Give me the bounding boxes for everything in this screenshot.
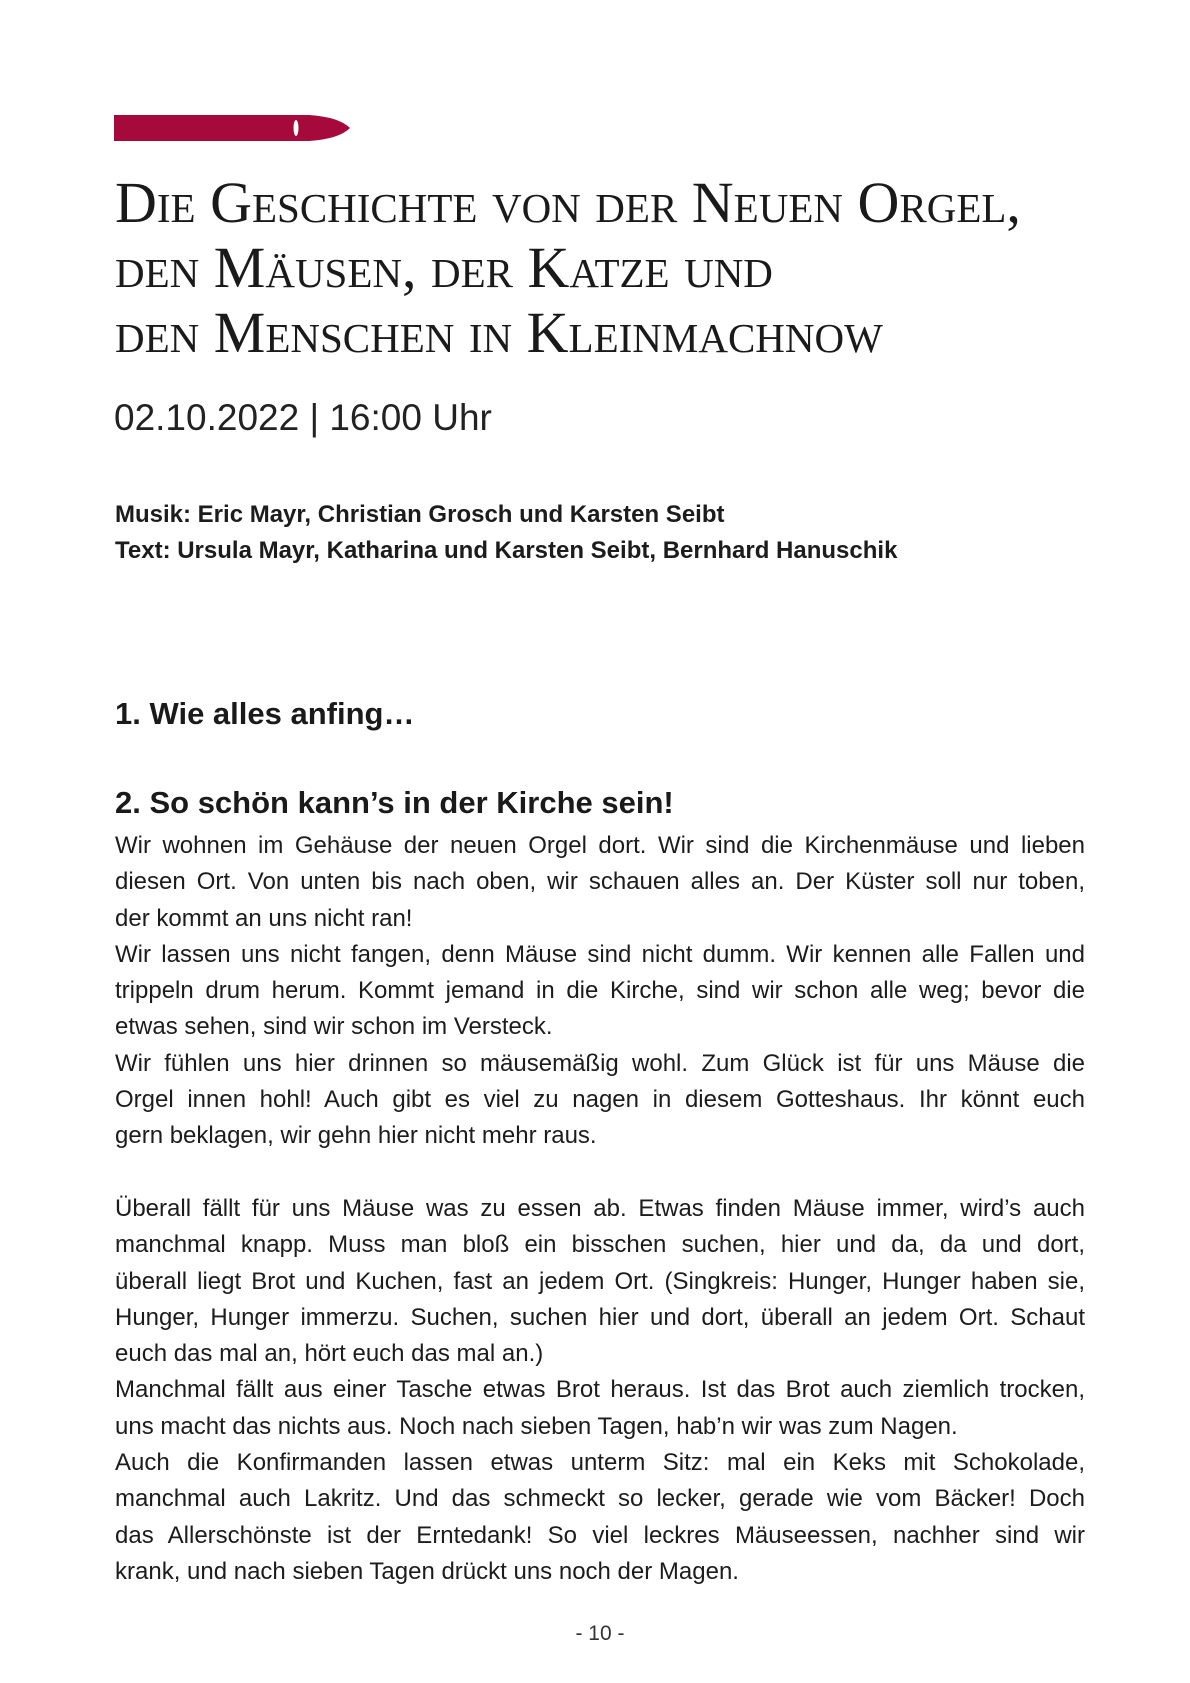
text-line: der kommt an uns nicht ran! [115, 904, 413, 932]
section-heading-2: 2. So schön kann’s in der Kirche sein! [115, 785, 674, 820]
organ-pipe-mouth [294, 120, 299, 136]
credits-text: Text: Ursula Mayr, Katharina und Karsten Seibt, Bernhard Hanuschik [115, 537, 898, 564]
text-line: Wir fühlen uns hier drinnen so mäusemäßig wohl. Zum Glück ist für uns Mäuse die [115, 1049, 1085, 1077]
page-title [115, 170, 1021, 365]
text-line: Auch die Konfirmanden lassen etwas unterm Sitz: mal ein Keks mit Schokolade, [115, 1449, 1085, 1477]
text-line: das Allerschönste ist der Erntedank! So viel leckres Mäuseessen, nachher sind wir [115, 1521, 1085, 1549]
text-line: gern beklagen, wir gehn hier nicht mehr raus. [115, 1122, 597, 1150]
text-line: manchmal knapp. Muss man bloß ein bisschen suchen, hier und da, da und dort, [115, 1231, 1085, 1259]
paragraph [115, 1372, 1085, 1445]
text-line: uns macht das nichts aus. Noch nach sieben Tagen, hab’n wir was zum Nagen. [115, 1412, 958, 1440]
credits [115, 497, 897, 569]
text-line: Manchmal fällt aus einer Tasche etwas Brot heraus. Ist das Brot auch ziemlich trocken, [115, 1376, 1085, 1404]
text-line: euch das mal an, hört euch das mal an.) [115, 1340, 544, 1368]
text-line: diesen Ort. Von unten bis nach oben, wir schauen alles an. Der Küster soll nur toben, [115, 868, 1085, 896]
text-line: etwas sehen, sind wir schon im Versteck. [115, 1013, 553, 1041]
organ-pipe-body [114, 115, 350, 141]
credits-music: Musik: Eric Mayr, Christian Grosch und Karsten Seibt [115, 501, 725, 528]
section-2-body [115, 828, 1085, 1590]
text-line: trippeln drum herum. Kommt jemand in die Kirche, sind wir schon alle weg; bevor die [115, 977, 1085, 1005]
organ-pipe-icon [114, 115, 350, 141]
text-line: manchmal auch Lakritz. Und das schmeckt so lecker, gerade wie vom Bäcker! Doch [115, 1485, 1085, 1513]
page-number: - 10 - [575, 1622, 625, 1645]
title-line: den Mäusen, der Katze und [115, 235, 773, 300]
text-line: überall liegt Brot und Kuchen, fast an jedem Ort. (Singkreis: Hunger, Hunger haben sie, [115, 1267, 1085, 1295]
paragraph [115, 828, 1085, 937]
title-line: den Menschen in Kleinmachnow [115, 300, 883, 365]
text-line: Wir lassen uns nicht fangen, denn Mäuse sind nicht dumm. Wir kennen alle Fallen und [115, 940, 1085, 968]
paragraph [115, 1191, 1085, 1372]
text-line: krank, und nach sieben Tagen drückt uns noch der Magen. [115, 1557, 739, 1585]
text-line: Überall fällt für uns Mäuse was zu essen ab. Etwas finden Mäuse immer, wird’s auch [115, 1194, 1085, 1222]
text-line: Wir wohnen im Gehäuse der neuen Orgel dort. Wir sind die Kirchenmäuse und lieben [115, 832, 1085, 859]
section-heading-1: 1. Wie alles anfing… [115, 696, 415, 731]
paragraph [115, 937, 1085, 1046]
text-line: Hunger, Hunger immerzu. Suchen, suchen hier und dort, überall an jedem Ort. Schaut [115, 1303, 1085, 1331]
paragraph [115, 1445, 1085, 1590]
paragraph [115, 1046, 1085, 1155]
title-line: Die Geschichte von der Neuen Orgel, [115, 170, 1021, 235]
text-line: Orgel innen hohl! Auch gibt es viel zu nagen in diesem Gotteshaus. Ihr könnt euch [115, 1086, 1085, 1114]
event-date-time: 02.10.2022 | 16:00 Uhr [114, 397, 492, 438]
